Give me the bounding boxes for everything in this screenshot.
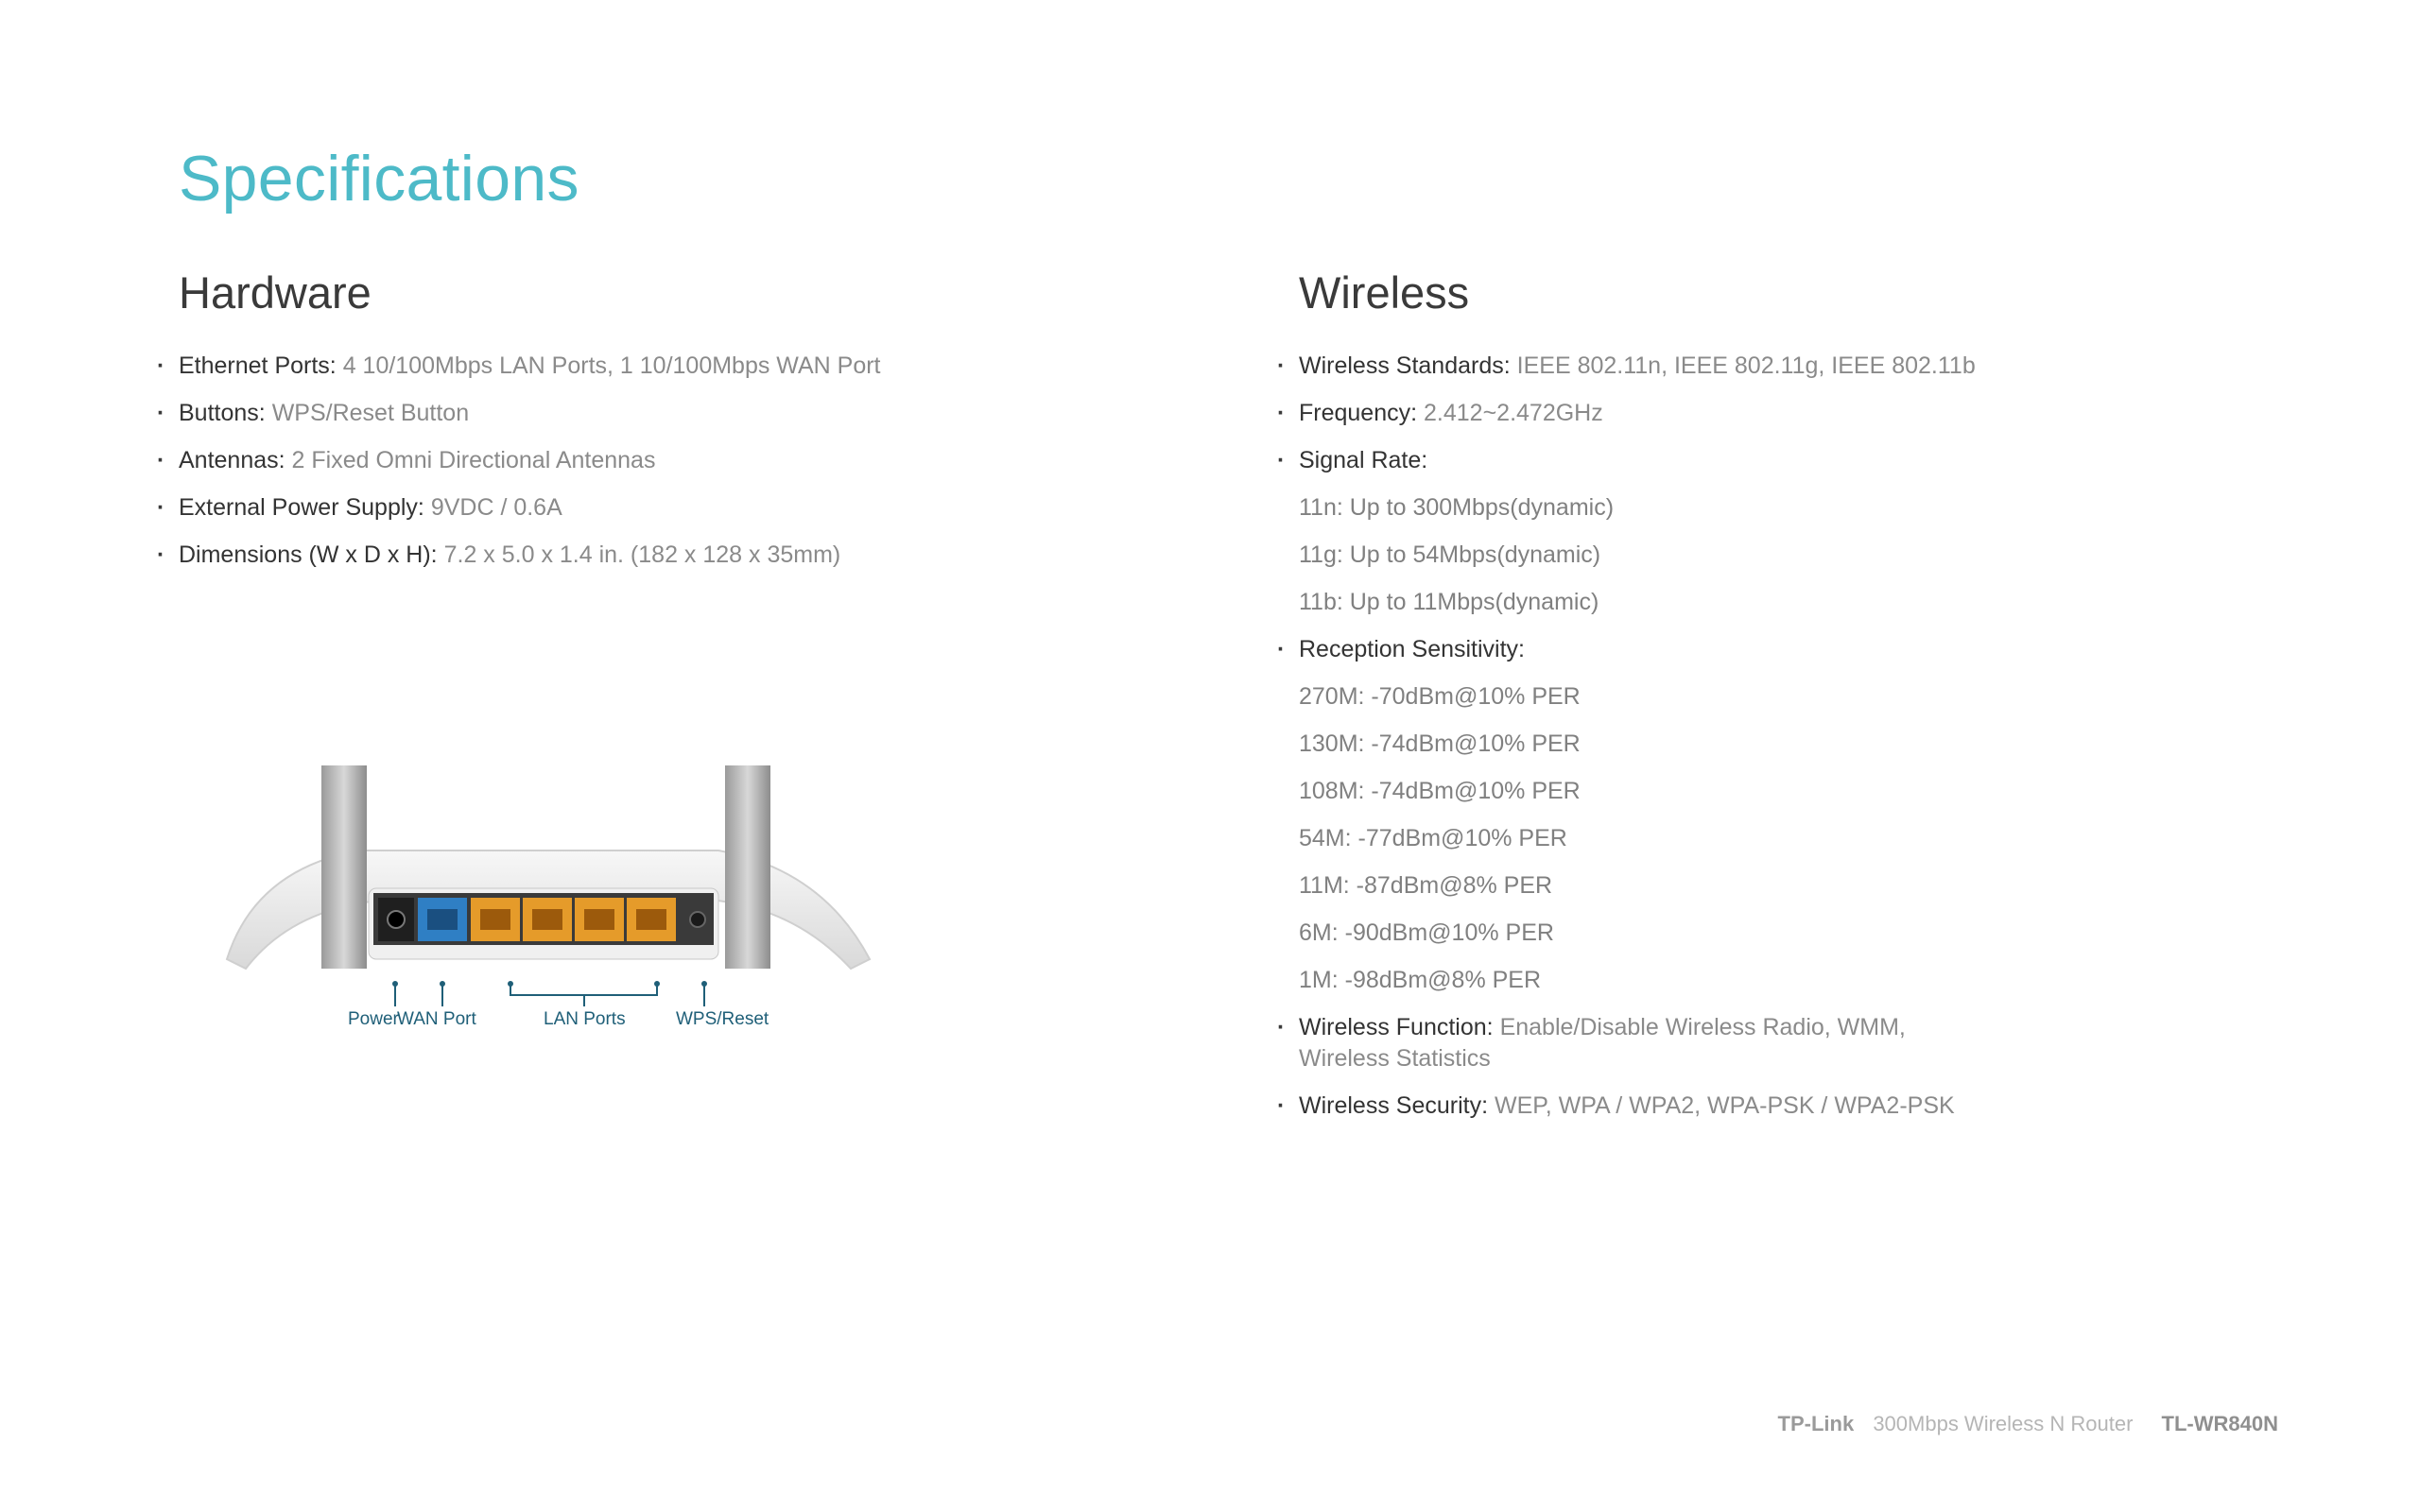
spec-label: Wireless Standards: xyxy=(1299,352,1511,379)
spec-value: 2.412~2.472GHz xyxy=(1424,400,1603,426)
wps-button xyxy=(690,912,705,927)
spec-value: WEP, WPA / WPA2, WPA-PSK / WPA2-PSK xyxy=(1495,1092,1955,1119)
spec-label: Antennas: xyxy=(179,447,285,473)
footer-product: 300Mbps Wireless N Router xyxy=(1873,1412,2134,1435)
port-label-power: Power xyxy=(348,1009,399,1029)
spec-ethernet-ports xyxy=(157,351,1150,382)
sensitivity-row: 54M: -77dBm@10% PER xyxy=(1299,825,1567,851)
spec-value: 4 10/100Mbps LAN Ports, 1 10/100Mbps WAN Port xyxy=(342,352,881,379)
signal-rate-row: 11b: Up to 11Mbps(dynamic) xyxy=(1299,589,1599,615)
sensitivity-row: 11M: -87dBm@8% PER xyxy=(1299,872,1553,899)
spec-buttons xyxy=(157,398,1150,429)
spec-value: IEEE 802.11n, IEEE 802.11g, IEEE 802.11b xyxy=(1516,352,1976,379)
wireless-spec-list xyxy=(1277,351,2317,1122)
spec-label: Frequency: xyxy=(1299,400,1418,426)
sensitivity-row: 6M: -90dBm@10% PER xyxy=(1299,919,1554,946)
router-rear-image xyxy=(217,765,879,1049)
port-label-lan: LAN Ports xyxy=(544,1009,626,1029)
sensitivity-row: 1M: -98dBm@8% PER xyxy=(1299,967,1542,993)
spec-value: WPS/Reset Button xyxy=(271,400,470,426)
spec-label: Dimensions (W x D x H): xyxy=(179,541,438,568)
spec-antennas xyxy=(157,445,1150,476)
hardware-section xyxy=(157,266,1150,587)
page-title: Specifications xyxy=(179,143,579,215)
spec-wireless-security xyxy=(1277,1091,2317,1122)
port-label-wan: WAN Port xyxy=(397,1009,476,1029)
spec-dimensions xyxy=(157,540,1150,571)
signal-rate-row: 11g: Up to 54Mbps(dynamic) xyxy=(1299,541,1601,568)
page-footer xyxy=(1778,1412,2278,1436)
antenna-left xyxy=(321,765,367,969)
spec-label: Wireless Security: xyxy=(1299,1092,1489,1119)
spec-value: 9VDC / 0.6A xyxy=(430,494,562,521)
antenna-right xyxy=(725,765,770,969)
sensitivity-row: 130M: -74dBm@10% PER xyxy=(1299,730,1581,757)
spec-frequency xyxy=(1277,398,2317,429)
spec-signal-rate xyxy=(1277,445,2317,476)
signal-rate-row: 11n: Up to 300Mbps(dynamic) xyxy=(1299,494,1615,521)
spec-value: 2 Fixed Omni Directional Antennas xyxy=(291,447,656,473)
router-port-labels xyxy=(217,1009,879,1038)
wireless-title: Wireless xyxy=(1299,267,1470,318)
port-label-wps: WPS/Reset xyxy=(676,1009,769,1029)
hardware-spec-list xyxy=(157,351,1150,571)
spec-label: Wireless Function: xyxy=(1299,1014,1494,1040)
sensitivity-row: 108M: -74dBm@10% PER xyxy=(1299,778,1581,804)
hardware-title: Hardware xyxy=(179,267,372,318)
spec-label: Reception Sensitivity: xyxy=(1299,636,1526,662)
spec-value-continued: Wireless Statistics xyxy=(1299,1045,1491,1072)
spec-label: Signal Rate: xyxy=(1299,447,1428,473)
footer-brand: TP-Link xyxy=(1777,1412,1855,1435)
spec-value: Enable/Disable Wireless Radio, WMM, xyxy=(1499,1014,1906,1040)
spec-power-supply xyxy=(157,492,1150,524)
sensitivity-row: 270M: -70dBm@10% PER xyxy=(1299,683,1581,710)
wireless-section xyxy=(1277,266,2317,1138)
spec-label: Buttons: xyxy=(179,400,266,426)
spec-label: External Power Supply: xyxy=(179,494,424,521)
spec-wireless-function xyxy=(1277,1012,2317,1074)
spec-reception-sensitivity xyxy=(1277,634,2317,665)
footer-model: TL-WR840N xyxy=(2161,1412,2278,1435)
spec-label: Ethernet Ports: xyxy=(179,352,337,379)
spec-value: 7.2 x 5.0 x 1.4 in. (182 x 128 x 35mm) xyxy=(443,541,841,568)
spec-wireless-standards xyxy=(1277,351,2317,382)
